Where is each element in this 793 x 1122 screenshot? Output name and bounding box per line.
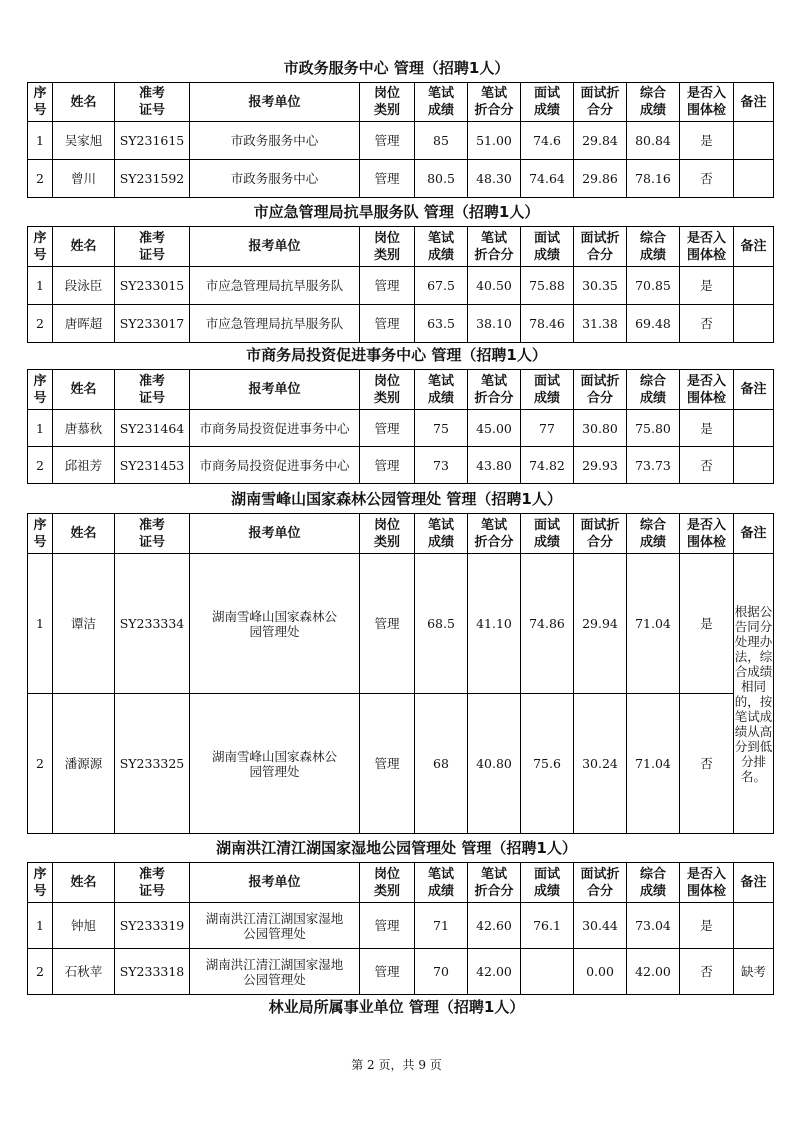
header-remark: 备注 — [734, 514, 774, 554]
header-post: 岗位 类别 — [360, 514, 415, 554]
cell-remark-shared: 根据公告同分处理办法，综合成绩相同的，按笔试成绩从高分到低分排名。 — [734, 554, 774, 834]
cell-seq: 2 — [28, 949, 53, 995]
cell-interview: 74.86 — [521, 554, 574, 694]
header-physical: 是否入 围体检 — [680, 370, 734, 410]
cell-physical: 否 — [680, 447, 734, 484]
table-row — [28, 903, 774, 949]
cell-interview-conv: 0.00 — [574, 949, 627, 995]
header-interview-conv: 面试折 合分 — [574, 83, 627, 122]
header-written-conv: 笔试 折合分 — [468, 514, 521, 554]
header-post: 岗位 类别 — [360, 863, 415, 903]
table-row — [28, 554, 774, 694]
header-remark: 备注 — [734, 83, 774, 122]
cell-total: 73.04 — [627, 903, 680, 949]
cell-remark — [734, 267, 774, 305]
cell-name: 吴家旭 — [53, 122, 115, 160]
cell-total: 78.16 — [627, 160, 680, 198]
cell-physical: 是 — [680, 903, 734, 949]
score-table — [27, 226, 774, 343]
header-ticket: 准考 证号 — [115, 370, 190, 410]
table-row — [28, 122, 774, 160]
header-post: 岗位 类别 — [360, 83, 415, 122]
header-written-conv: 笔试 折合分 — [468, 83, 521, 122]
cell-remark — [734, 447, 774, 484]
cell-physical: 否 — [680, 949, 734, 995]
cell-written-conv: 40.80 — [468, 694, 521, 834]
cell-name: 唐晖超 — [53, 305, 115, 343]
cell-written-conv: 41.10 — [468, 554, 521, 694]
table-row — [28, 305, 774, 343]
cell-interview-conv: 29.93 — [574, 447, 627, 484]
section-title: 林业局所属事业单位 管理（招聘1人） — [268, 998, 525, 1016]
cell-remark: 缺考 — [734, 949, 774, 995]
cell-total: 73.73 — [627, 447, 680, 484]
cell-seq: 1 — [28, 267, 53, 305]
cell-written-conv: 43.80 — [468, 447, 521, 484]
header-physical: 是否入 围体检 — [680, 227, 734, 267]
header-interview: 面试 成绩 — [521, 227, 574, 267]
cell-physical: 否 — [680, 160, 734, 198]
cell-interview: 74.82 — [521, 447, 574, 484]
cell-interview-conv: 30.44 — [574, 903, 627, 949]
table-row — [28, 694, 774, 834]
cell-interview-conv: 31.38 — [574, 305, 627, 343]
cell-name: 唐慕秋 — [53, 410, 115, 447]
header-row — [28, 514, 774, 554]
cell-interview-conv: 30.80 — [574, 410, 627, 447]
cell-name: 曾川 — [53, 160, 115, 198]
cell-unit: 市商务局投资促进事务中心 — [190, 447, 360, 484]
section-title: 湖南洪江清江湖国家湿地公园管理处 管理（招聘1人） — [216, 839, 577, 857]
cell-name: 邱祖芳 — [53, 447, 115, 484]
header-interview-conv: 面试折 合分 — [574, 514, 627, 554]
header-physical: 是否入 围体检 — [680, 514, 734, 554]
header-written: 笔试 成绩 — [415, 227, 468, 267]
cell-interview-conv: 29.86 — [574, 160, 627, 198]
cell-post: 管理 — [360, 267, 415, 305]
header-unit: 报考单位 — [190, 227, 360, 267]
cell-post: 管理 — [360, 122, 415, 160]
cell-written-conv: 45.00 — [468, 410, 521, 447]
header-remark: 备注 — [734, 227, 774, 267]
cell-interview-conv: 29.94 — [574, 554, 627, 694]
cell-ticket: SY233334 — [115, 554, 190, 694]
cell-unit: 湖南雪峰山国家森林公园管理处 — [190, 554, 360, 694]
header-name: 姓名 — [53, 863, 115, 903]
cell-unit: 市政务服务中心 — [190, 122, 360, 160]
header-total: 综合 成绩 — [627, 370, 680, 410]
cell-interview: 74.6 — [521, 122, 574, 160]
table-row — [28, 160, 774, 198]
header-ticket: 准考 证号 — [115, 863, 190, 903]
cell-interview-conv: 30.24 — [574, 694, 627, 834]
cell-post: 管理 — [360, 694, 415, 834]
section-title: 市商务局投资促进事务中心 管理（招聘1人） — [246, 346, 547, 364]
header-post: 岗位 类别 — [360, 227, 415, 267]
cell-interview-conv: 30.35 — [574, 267, 627, 305]
cell-written-conv: 38.10 — [468, 305, 521, 343]
table-row — [28, 410, 774, 447]
header-seq: 序 号 — [28, 514, 53, 554]
header-unit: 报考单位 — [190, 83, 360, 122]
cell-physical: 否 — [680, 694, 734, 834]
cell-remark — [734, 122, 774, 160]
header-written-conv: 笔试 折合分 — [468, 227, 521, 267]
header-interview: 面试 成绩 — [521, 83, 574, 122]
header-remark: 备注 — [734, 863, 774, 903]
header-post: 岗位 类别 — [360, 370, 415, 410]
cell-ticket: SY231453 — [115, 447, 190, 484]
cell-unit: 市商务局投资促进事务中心 — [190, 410, 360, 447]
cell-physical: 是 — [680, 410, 734, 447]
cell-written-conv: 51.00 — [468, 122, 521, 160]
header-row — [28, 83, 774, 122]
cell-ticket: SY231615 — [115, 122, 190, 160]
cell-physical: 否 — [680, 305, 734, 343]
cell-written: 63.5 — [415, 305, 468, 343]
cell-interview: 78.46 — [521, 305, 574, 343]
cell-interview-conv: 29.84 — [574, 122, 627, 160]
cell-unit: 市政务服务中心 — [190, 160, 360, 198]
header-name: 姓名 — [53, 83, 115, 122]
section-title: 湖南雪峰山国家森林公园管理处 管理（招聘1人） — [231, 490, 562, 508]
cell-written: 68 — [415, 694, 468, 834]
cell-written: 73 — [415, 447, 468, 484]
cell-ticket: SY231464 — [115, 410, 190, 447]
header-remark: 备注 — [734, 370, 774, 410]
cell-written-conv: 42.00 — [468, 949, 521, 995]
header-seq: 序 号 — [28, 370, 53, 410]
cell-seq: 2 — [28, 305, 53, 343]
header-total: 综合 成绩 — [627, 514, 680, 554]
cell-post: 管理 — [360, 949, 415, 995]
header-ticket: 准考 证号 — [115, 227, 190, 267]
cell-physical: 是 — [680, 122, 734, 160]
cell-unit: 湖南雪峰山国家森林公园管理处 — [190, 694, 360, 834]
header-interview-conv: 面试折 合分 — [574, 227, 627, 267]
cell-unit: 湖南洪江清江湖国家湿地公园管理处 — [190, 949, 360, 995]
header-unit: 报考单位 — [190, 370, 360, 410]
section-title: 市政务服务中心 管理（招聘1人） — [283, 59, 510, 77]
table-row — [28, 267, 774, 305]
cell-total: 71.04 — [627, 694, 680, 834]
cell-remark — [734, 903, 774, 949]
header-written: 笔试 成绩 — [415, 370, 468, 410]
cell-written: 67.5 — [415, 267, 468, 305]
cell-post: 管理 — [360, 554, 415, 694]
cell-seq: 2 — [28, 447, 53, 484]
header-name: 姓名 — [53, 370, 115, 410]
cell-written: 85 — [415, 122, 468, 160]
cell-unit: 市应急管理局抗旱服务队 — [190, 267, 360, 305]
cell-seq: 2 — [28, 694, 53, 834]
header-interview: 面试 成绩 — [521, 370, 574, 410]
cell-name: 钟旭 — [53, 903, 115, 949]
cell-post: 管理 — [360, 410, 415, 447]
score-table — [27, 369, 774, 484]
cell-total: 70.85 — [627, 267, 680, 305]
cell-seq: 1 — [28, 410, 53, 447]
header-row — [28, 370, 774, 410]
header-written: 笔试 成绩 — [415, 514, 468, 554]
header-interview: 面试 成绩 — [521, 514, 574, 554]
cell-written-conv: 48.30 — [468, 160, 521, 198]
cell-ticket: SY233319 — [115, 903, 190, 949]
cell-seq: 1 — [28, 554, 53, 694]
header-ticket: 准考 证号 — [115, 514, 190, 554]
header-written: 笔试 成绩 — [415, 83, 468, 122]
cell-ticket: SY233318 — [115, 949, 190, 995]
header-physical: 是否入 围体检 — [680, 83, 734, 122]
cell-post: 管理 — [360, 447, 415, 484]
header-interview: 面试 成绩 — [521, 863, 574, 903]
cell-written: 75 — [415, 410, 468, 447]
cell-post: 管理 — [360, 305, 415, 343]
cell-post: 管理 — [360, 160, 415, 198]
cell-name: 段泳臣 — [53, 267, 115, 305]
cell-total: 80.84 — [627, 122, 680, 160]
cell-remark — [734, 160, 774, 198]
cell-interview: 75.6 — [521, 694, 574, 834]
cell-ticket: SY233017 — [115, 305, 190, 343]
cell-physical: 是 — [680, 554, 734, 694]
cell-ticket: SY233015 — [115, 267, 190, 305]
cell-total: 69.48 — [627, 305, 680, 343]
cell-written: 71 — [415, 903, 468, 949]
cell-interview: 75.88 — [521, 267, 574, 305]
header-physical: 是否入 围体检 — [680, 863, 734, 903]
cell-ticket: SY233325 — [115, 694, 190, 834]
header-written-conv: 笔试 折合分 — [468, 370, 521, 410]
cell-seq: 2 — [28, 160, 53, 198]
header-total: 综合 成绩 — [627, 83, 680, 122]
table-row — [28, 949, 774, 995]
cell-physical: 是 — [680, 267, 734, 305]
cell-written: 70 — [415, 949, 468, 995]
header-row — [28, 863, 774, 903]
cell-interview: 74.64 — [521, 160, 574, 198]
cell-unit: 市应急管理局抗旱服务队 — [190, 305, 360, 343]
cell-remark — [734, 305, 774, 343]
cell-seq: 1 — [28, 122, 53, 160]
header-seq: 序 号 — [28, 83, 53, 122]
cell-written: 68.5 — [415, 554, 468, 694]
header-interview-conv: 面试折 合分 — [574, 863, 627, 903]
header-row — [28, 227, 774, 267]
cell-interview: 77 — [521, 410, 574, 447]
table-row — [28, 447, 774, 484]
score-table — [27, 862, 774, 995]
cell-total: 71.04 — [627, 554, 680, 694]
header-written: 笔试 成绩 — [415, 863, 468, 903]
cell-written-conv: 42.60 — [468, 903, 521, 949]
header-unit: 报考单位 — [190, 514, 360, 554]
header-name: 姓名 — [53, 514, 115, 554]
cell-remark — [734, 410, 774, 447]
header-total: 综合 成绩 — [627, 863, 680, 903]
cell-interview — [521, 949, 574, 995]
header-interview-conv: 面试折 合分 — [574, 370, 627, 410]
cell-name: 石秋苹 — [53, 949, 115, 995]
cell-name: 谭洁 — [53, 554, 115, 694]
header-written-conv: 笔试 折合分 — [468, 863, 521, 903]
header-total: 综合 成绩 — [627, 227, 680, 267]
header-seq: 序 号 — [28, 863, 53, 903]
cell-post: 管理 — [360, 903, 415, 949]
cell-interview: 76.1 — [521, 903, 574, 949]
header-unit: 报考单位 — [190, 863, 360, 903]
page-footer: 第 2 页，共 9 页 — [351, 1058, 442, 1072]
cell-ticket: SY231592 — [115, 160, 190, 198]
header-ticket: 准考 证号 — [115, 83, 190, 122]
cell-total: 75.80 — [627, 410, 680, 447]
cell-name: 潘源源 — [53, 694, 115, 834]
header-name: 姓名 — [53, 227, 115, 267]
score-table — [27, 513, 774, 834]
cell-written: 80.5 — [415, 160, 468, 198]
cell-written-conv: 40.50 — [468, 267, 521, 305]
header-seq: 序 号 — [28, 227, 53, 267]
section-title: 市应急管理局抗旱服务队 管理（招聘1人） — [253, 203, 540, 221]
cell-seq: 1 — [28, 903, 53, 949]
cell-unit: 湖南洪江清江湖国家湿地公园管理处 — [190, 903, 360, 949]
score-table — [27, 82, 774, 198]
cell-total: 42.00 — [627, 949, 680, 995]
